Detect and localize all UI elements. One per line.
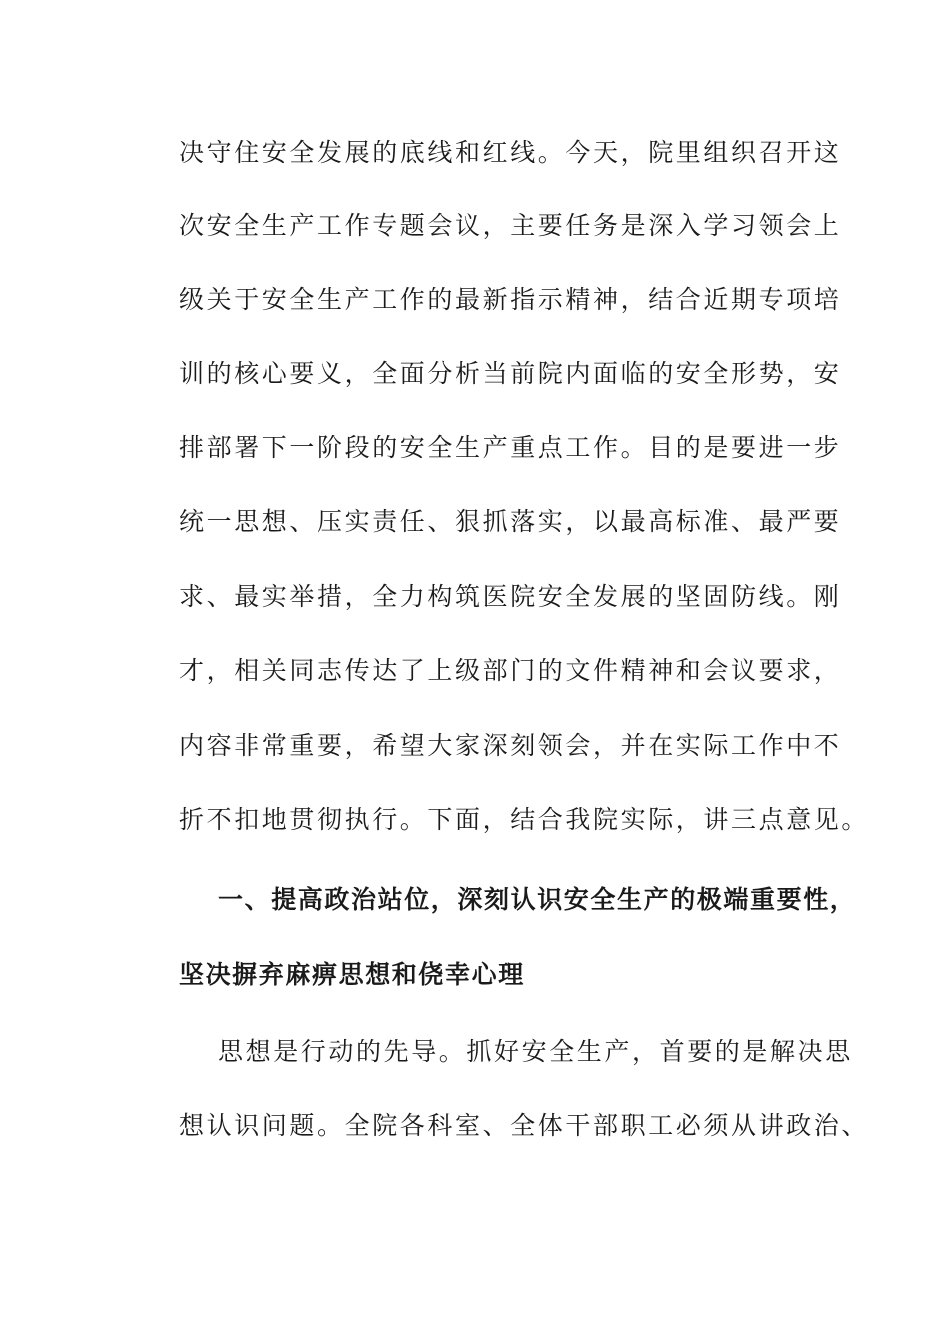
- body-text-line: 求、最实举措，全力构筑医院安全发展的坚固防线。刚: [179, 582, 842, 611]
- body-text-line: 想认识问题。全院各科室、全体干部职工必须从讲政治、: [179, 1111, 870, 1140]
- body-text-line: 决守住安全发展的底线和红线。今天，院里组织召开这: [179, 138, 842, 167]
- body-text-line: 级关于安全生产工作的最新指示精神，结合近期专项培: [179, 285, 842, 314]
- section-heading-line: 一、提高政治站位，深刻认识安全生产的极端重要性，: [218, 885, 857, 914]
- body-text-line: 训的核心要义，全面分析当前院内面临的安全形势，安: [179, 359, 842, 388]
- body-text-line: 排部署下一阶段的安全生产重点工作。目的是要进一步: [179, 433, 842, 462]
- body-text-line: 思想是行动的先导。抓好安全生产，首要的是解决思: [218, 1037, 853, 1066]
- body-text-line: 折不扣地贯彻执行。下面，结合我院实际，讲三点意见。: [179, 805, 870, 834]
- body-text-line: 次安全生产工作专题会议，主要任务是深入学习领会上: [179, 211, 842, 240]
- section-heading-line: 坚决摒弃麻痹思想和侥幸心理: [179, 960, 525, 989]
- body-text-line: 内容非常重要，希望大家深刻领会，并在实际工作中不: [179, 731, 842, 760]
- body-text-line: 才，相关同志传达了上级部门的文件精神和会议要求，: [179, 656, 842, 685]
- body-text-line: 统一思想、压实责任、狠抓落实，以最高标准、最严要: [179, 507, 842, 536]
